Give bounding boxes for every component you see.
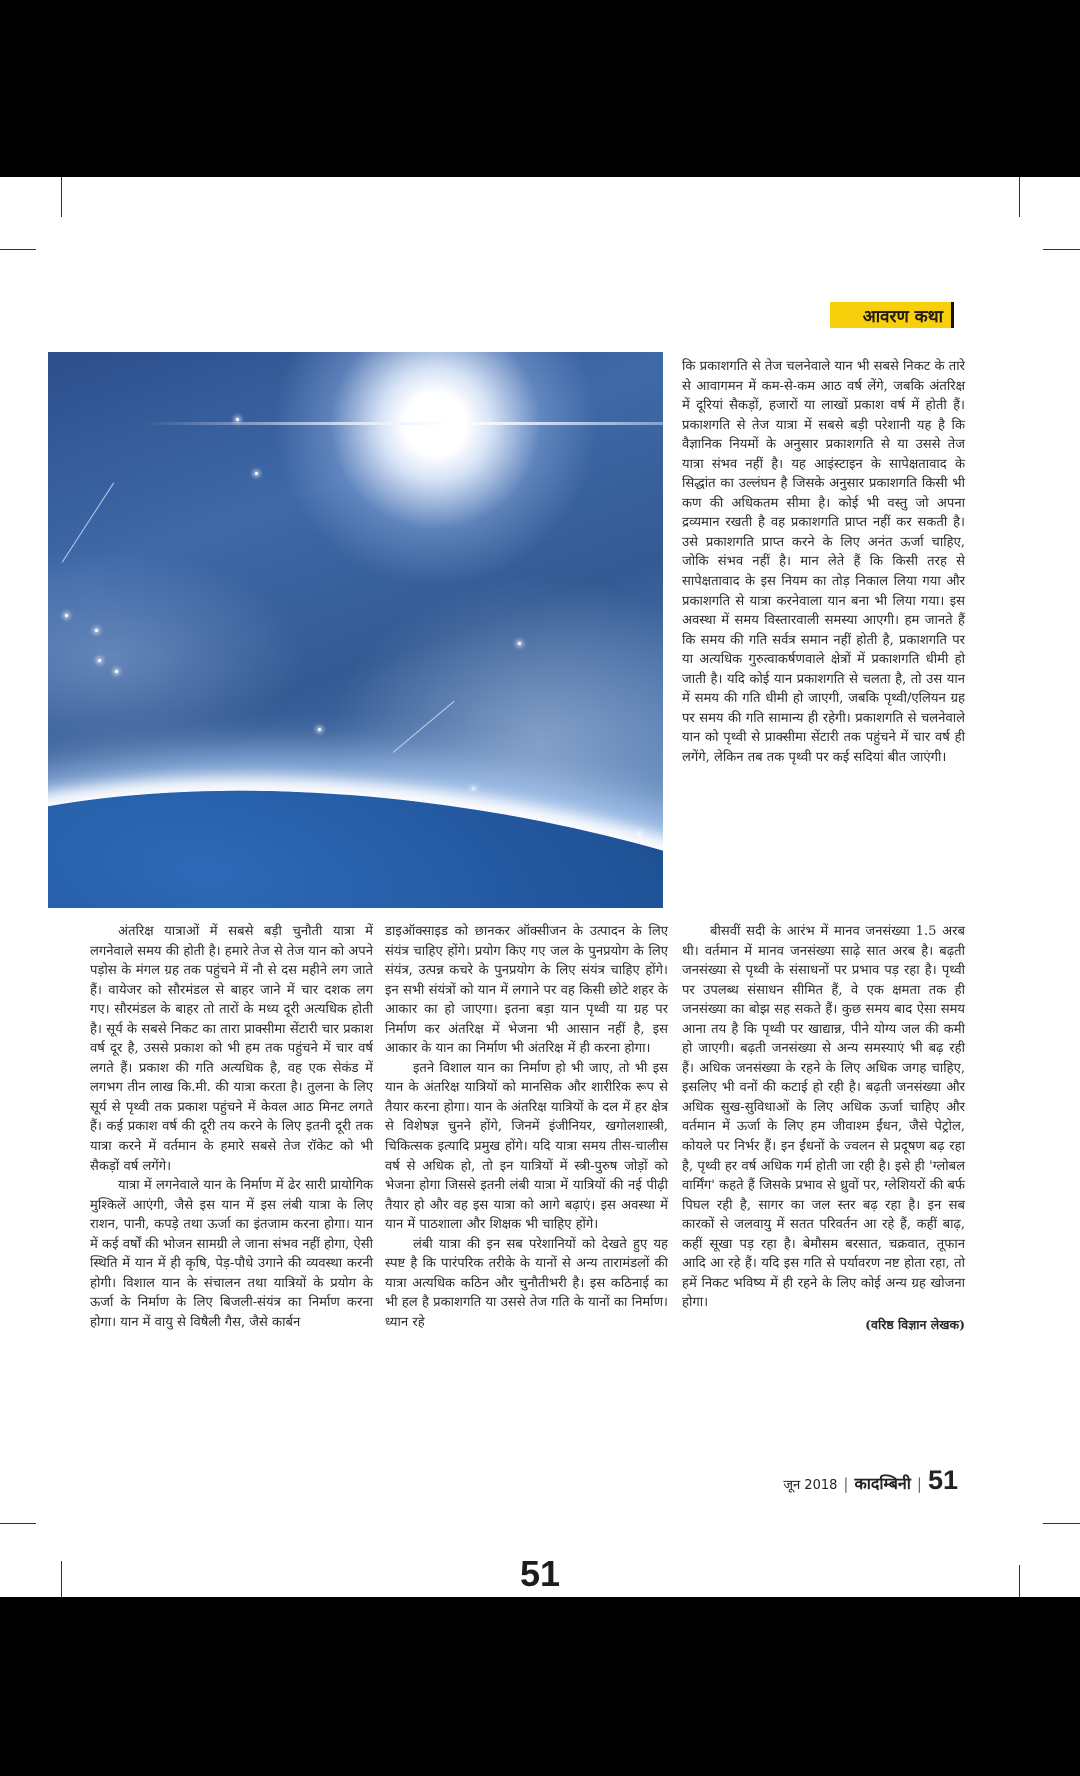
star <box>638 832 641 835</box>
star <box>518 642 521 645</box>
article-column-left <box>90 922 373 1332</box>
crop-mark <box>1019 177 1020 217</box>
issue-date: जून 2018 <box>783 1478 838 1493</box>
hero-image <box>48 352 663 908</box>
magazine-name: कादम्बिनी <box>854 1474 911 1493</box>
magazine-page <box>0 177 1080 1597</box>
article-column-right-bottom <box>682 922 965 1334</box>
article-column-middle <box>385 922 668 1332</box>
crop-mark <box>1043 249 1080 250</box>
paragraph: यात्रा में लगनेवाले यान के निर्माण में ढेर सारी प्रायोगिक मुश्किलें आएंगी, जैसे इस यान में इस लंबी यात्रा के लिए राशन, पानी, कपड़े तथा ऊर्जा का इंतजाम करना होगा। यान में कई वर्षों की भोजन सामग्री ले जाना संभव नहीं होगा, ऐसी स्थिति में यान में ही कृषि, पेड़-पौधे उगाने की व्यवस्था करनी होगी। विशाल यान के संचालन तथा यात्रियों के प्रयोग के ऊर्जा के निर्माण के लिए बिजली-संयंत्र का निर्माण करना होगा। यान में वायु से विषैली गैस, जैसे कार्बन <box>90 1178 373 1330</box>
star <box>115 670 118 673</box>
paragraph: लंबी यात्रा की इन सब परेशानियों को देखते हुए यह स्पष्ट है कि पारंपरिक तरीके के यानों से अन्य तारामंडलों की यात्रा अत्यधिक कठिन और चुनौतीभरी है। इस कठिनाई का भी हल है प्रकाशगति या उससे तेज गति के यानों का निर्माण। ध्यान रहे <box>385 1236 668 1330</box>
star <box>236 418 239 421</box>
crop-mark <box>1043 1523 1080 1524</box>
earth-horizon <box>48 709 663 908</box>
section-tag <box>830 302 954 328</box>
crop-mark <box>0 1523 36 1524</box>
article-column-right-top <box>682 357 965 767</box>
paragraph: अंतरिक्ष यात्राओं में सबसे बड़ी चुनौती यात्रा में लगनेवाले समय की होती है। हमारे तेज से तेज यान को अपने पड़ोस के मंगल ग्रह तक पहुंचने में नौ से दस महीने लग जाते हैं। वायेजर को सौरमंडल से बाहर जाने में चार दशक लग गए। सौरमंडल के बाहर तो तारों के मध्य दूरी अत्यधिक होती है। सूर्य के सबसे निकट का तारा प्राक्सीमा सेंटारी चार प्रकाश वर्ष दूर है, उससे प्रकाश को भी हम तक पहुंचने में चार वर्ष लगते हैं। प्रकाश की गति अत्यधिक है, वह एक सेकंड में लगभग तीन लाख कि.मी. की यात्रा करता है। तुलना के लिए सूर्य से पृथ्वी तक प्रकाश पहुंचने में केवल आठ मिनट लगते हैं। कई प्रकाश वर्ष की दूरी तय करने के लिए इतनी दूरी तक यात्रा करने में वर्तमान के हमारे सबसे तेज रॉकेट को भी सैकड़ों वर्ष लगेंगे। <box>90 924 373 1174</box>
star <box>65 614 68 617</box>
paragraph: डाइऑक्साइड को छानकर ऑक्सीजन के उत्पादन के लिए संयंत्र चाहिए होंगे। प्रयोग किए गए जल के पुनप्रयोग के लिए संयंत्र, उत्पन्न कचरे के पुनप्रयोग के लिए संयंत्र चाहिए होंगे। इन सभी संयंत्रों को यान में लगाने पर वह किसी छोटे शहर के आकार का हो जाएगा। इतना बड़ा यान पृथ्वी या ग्रह पर निर्माण कर अंतरिक्ष में भेजना भी आसान नहीं है, इस आकार के यान का निर्माण भी अंतरिक्ष में ही करना होगा। <box>385 924 668 1057</box>
section-tag-label: आवरण कथा <box>862 306 943 327</box>
crop-mark <box>61 177 62 217</box>
viewer-page-number: 51 <box>519 1553 561 1594</box>
paragraph: इतने विशाल यान का निर्माण हो भी जाए, तो भी इस यान के अंतरिक्ष यात्रियों को मानसिक और शारीरिक रूप से तैयार करना होगा। यान के अंतरिक्ष यात्रियों के दल में हर क्षेत्र से विशेषज्ञ चुनने होंगे, जिनमें इंजीनियर, खगोलशास्त्री, चिकित्सक इत्यादि प्रमुख होंगे। यदि यात्रा समय तीस-चालीस वर्ष से अधिक हो, तो इन यात्रियों में स्त्री-पुरुष जोड़ों को भेजना होगा जिससे इतनी लंबी यात्रा में यात्रियों की नई पीढ़ी तैयार हो और वह इस यात्रा को आगे बढ़ाएं। इस अवस्था में यान में पाठशाला और शिक्षक भी चाहिए होंगे। <box>385 1060 668 1233</box>
meteor-streak <box>393 701 455 753</box>
star <box>318 728 321 731</box>
folio-number: 51 <box>927 1465 958 1495</box>
paragraph: कि प्रकाशगति से तेज चलनेवाले यान भी सबसे निकट के तारे से आवागमन में कम-से-कम आठ वर्ष लेंगे, जबकि अंतरिक्ष में दूरियां सैकड़ों, हजारों या लाखों प्रकाश वर्ष में होती हैं। प्रकाशगति से तेज यात्रा में सबसे बड़ी परेशानी यह है कि वैज्ञानिक नियमों के अनुसार प्रकाशगति से या उससे तेज यात्रा संभव नहीं है। यह आइंस्टाइन के सापेक्षतावाद के सिद्धांत का उल्लंघन है जिसके अनुसार प्रकाशगति किसी भी कण की अधिकतम सीमा है। कोई भी वस्तु जो अपना द्रव्यमान रखती है वह प्रकाशगति प्राप्त नहीं कर सकती है। उसे प्रकाशगति प्राप्त करने के लिए अनंत ऊर्जा चाहिए, जोकि संभव नहीं है। मान लेते हैं कि किसी तरह से सापेक्षतावाद के इस नियम का तोड़ निकाल लिया गया और प्रकाशगति से यात्रा करनेवाला यान बना भी लिया गया। इस अवस्था में समय विस्तारवाली समस्या आएगी। हम जानते हैं कि समय की गति सर्वत्र समान नहीं होती है, प्रकाशगति पर या अत्यधिक गुरुत्वाकर्षणवाले क्षेत्रों में प्रकाशगति धीमी हो जाती है। यदि कोई यान प्रकाशगति से चलता है, तो उस यान में समय की गति धीमी हो जाएगी, जबकि पृथ्वी/एलियन ग्रह पर समय की गति सामान्य ही रहेगी। प्रकाशगति से चलनेवाले यान को पृथ्वी से प्राक्सीमा सेंटारी तक पहुंचने में चार वर्ष ही लगेंगे, लेकिन तब तक पृथ्वी पर कई सदियां बीत जाएंगी। <box>682 359 965 765</box>
separator: | <box>843 1475 849 1493</box>
separator: | <box>916 1475 922 1493</box>
paragraph: बीसवीं सदी के आरंभ में मानव जनसंख्या 1.5 अरब थी। वर्तमान में मानव जनसंख्या साढ़े सात अरब है। बढ़ती जनसंख्या से पृथ्वी के संसाधनों पर प्रभाव पड़ रहा है। पृथ्वी पर उपलब्ध संसाधन सीमित हैं, वे एक क्षमता तक ही जनसंख्या का बोझ सह सकते हैं। कुछ समय बाद ऐसा समय आना तय है कि पृथ्वी पर खाद्यान्न, पीने योग्य जल की कमी हो जाएगी। बढ़ती जनसंख्या से अन्य समस्याएं भी बढ़ रही हैं। अधिक जनसंख्या के रहने के लिए अधिक जगह चाहिए, इसलिए भी वनों की कटाई हो रही है। बढ़ती जनसंख्या और अधिक सुख-सुविधाओं के लिए अधिक ऊर्जा चाहिए और वर्तमान में ऊर्जा के लिए हम जीवाश्म ईंधन, जैसे पेट्रोल, कोयले पर निर्भर हैं। इन ईंधनों के ज्वलन से प्रदूषण बढ़ रहा है, पृथ्वी हर वर्ष अधिक गर्म होती जा रही है। इसे ही 'ग्लोबल वार्मिंग' कहते हैं जिसके प्रभाव से ध्रुवों पर, ग्लेशियरों की बर्फ पिघल रही है, सागर का जल स्तर बढ़ रहा है। इन सब कारकों से जलवायु में सतत परिवर्तन आ रहे हैं, कहीं बाढ़, कहीं सूखा पड़ रहा है। बेमौसम बरसात, चक्रवात, तूफान आदि आ रहे हैं। यदि इस गति से पर्यावरण नष्ट होता रहा, तो हमें निकट भविष्य में ही रहने के लिए कोई अन्य ग्रह खोजना होगा। <box>682 924 965 1311</box>
lens-flare <box>143 422 663 425</box>
star <box>98 659 101 662</box>
page-footer <box>783 1467 958 1494</box>
star <box>472 787 475 790</box>
star <box>255 472 258 475</box>
star <box>95 629 98 632</box>
meteor-streak <box>62 483 115 563</box>
author-byline: (वरिष्ठ विज्ञान लेखक) <box>865 1316 965 1332</box>
crop-mark <box>0 249 36 250</box>
